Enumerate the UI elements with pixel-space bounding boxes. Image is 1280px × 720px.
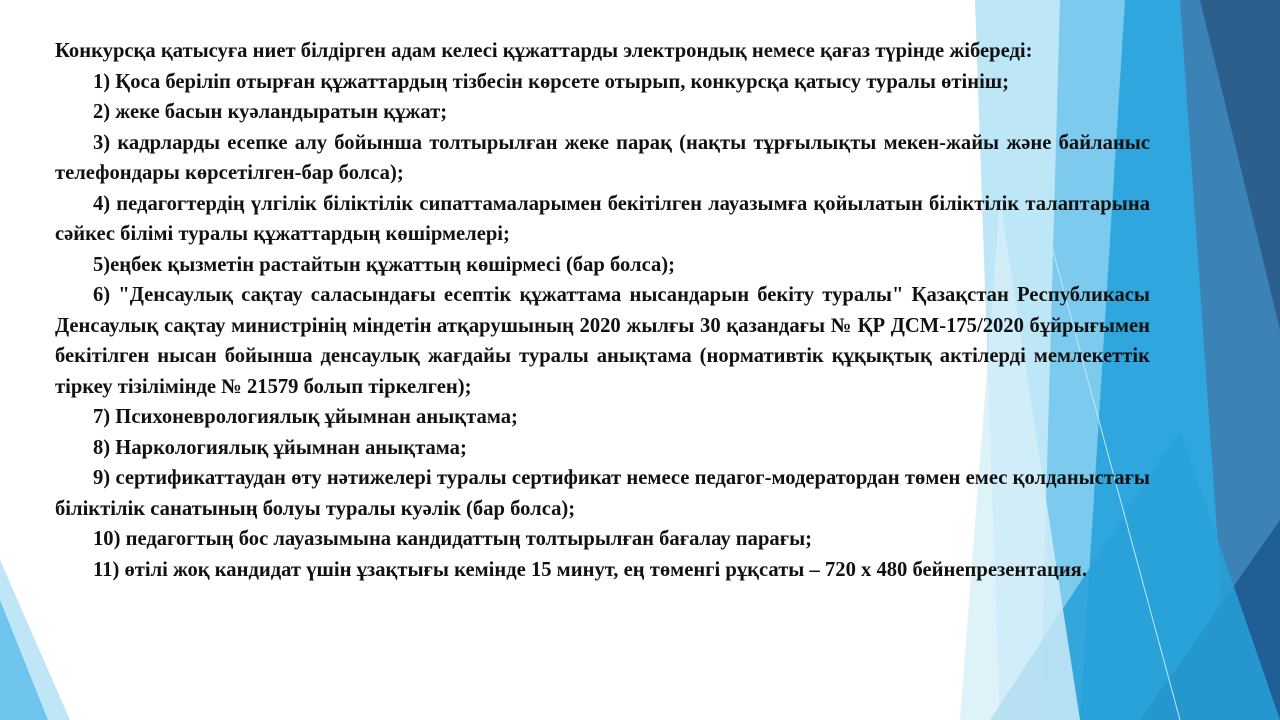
document-body [55,36,1150,585]
list-item-4: 4) педагогтердің үлгілік біліктілік сипаттамаларымен бекітілген лауазымға қойылатын біліктілік талаптарына сәйкес білімі туралы құжаттардың көшірмелері; [55,192,1150,245]
list-item-1: 1) Қоса беріліп отырған құжаттардың тізбесін көрсете отырып, конкурсқа қатысу туралы өтініш; [93,70,1010,93]
intro-paragraph: Конкурсқа қатысуға ниет білдірген адам келесі құжаттарды электрондық немесе қағаз түрінде жібереді: [55,40,1033,62]
list-item-10: 10) педагогтың бос лауазымына кандидаттың толтырылған бағалау парағы; [93,528,813,550]
list-item-5: 5)еңбек қызметін растайтын құжаттың көшірмесі (бар болса); [93,253,676,276]
list-item-8: 8) Наркологиялық ұйымнан анықтама; [93,436,467,459]
list-item-7: 7) Психоневрологиялық ұйымнан анықтама; [93,406,518,428]
list-item-2: 2) жеке басын куәландыратын құжат; [93,101,448,123]
list-item-6: 6) "Денсаулық сақтау саласындағы есептік құжаттама нысандарын бекіту туралы" Қазақстан Республикасы Денсаулық сақтау министрінің міндетін атқарушының 2020 жылғы 30 қазандағы № ҚР ДСМ-175/2020 бұйрығымен бекітілген нысан бойынша денсаулық жағдайы туралы анықтама (нормативтік құқықтық актілерді мемлекеттік тіркеу тізілімінде № 21579 болып тіркелген); [55,284,1150,398]
list-item-9: 9) сертификаттаудан өту нәтижелері туралы сертификат немесе педагог-модератордан төмен емес қолданыстағы біліктілік санатының болуы туралы куәлік (бар болса); [55,467,1150,520]
list-item-11: 11) өтілі жоқ кандидат үшін ұзақтығы кемінде 15 минут, ең төменгі рұқсаты – 720 x 480 бейнепрезентация. [93,558,1087,581]
list-item-3: 3) кадрларды есепке алу бойынша толтырылған жеке парақ (нақты тұрғылықты мекен-жайы және байланыс телефондары көрсетілген-бар болса); [55,131,1150,184]
